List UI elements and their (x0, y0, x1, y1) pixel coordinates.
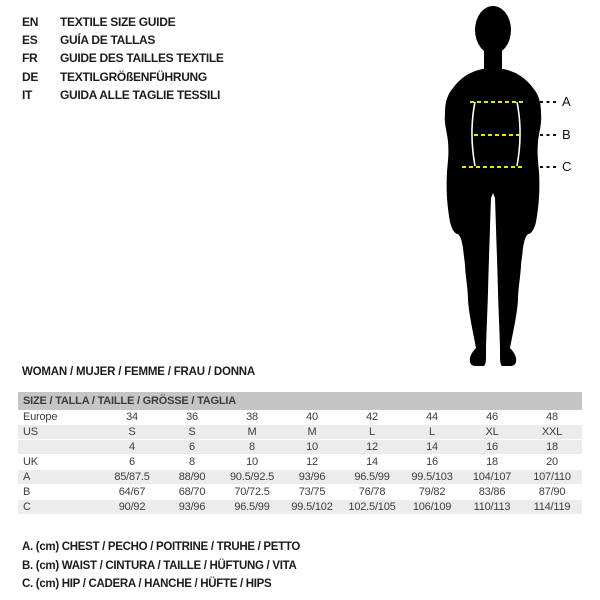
language-title-block (22, 13, 224, 104)
marker-label-c: C (562, 159, 572, 174)
size-cell: XXL (522, 425, 582, 440)
size-cell: S (162, 425, 222, 440)
lang-row-es (22, 31, 224, 49)
row-label (18, 440, 102, 455)
row-label: A (18, 470, 102, 485)
row-label: US (18, 425, 102, 440)
size-cell: 34 (102, 410, 162, 425)
size-cell: 70/72.5 (222, 485, 282, 500)
woman-silhouette (420, 0, 600, 380)
lang-label: GUIDE DES TAILLES TEXTILE (60, 51, 224, 66)
row-label: Europe (18, 410, 102, 425)
lang-row-fr (22, 49, 224, 67)
lang-code: EN (22, 15, 39, 30)
lang-row-de (22, 68, 224, 86)
size-table (18, 392, 582, 515)
lang-row-it (22, 86, 224, 104)
size-table-grid (18, 410, 582, 515)
size-cell: 16 (402, 455, 462, 470)
size-cell: 96.5/99 (342, 470, 402, 485)
size-cell: 79/82 (402, 485, 462, 500)
size-cell: 20 (522, 455, 582, 470)
size-cell: 44 (402, 410, 462, 425)
size-cell: 18 (522, 440, 582, 455)
silhouette-body (445, 68, 541, 366)
size-cell: 102.5/105 (342, 500, 402, 515)
size-cell: L (402, 425, 462, 440)
size-cell: L (342, 425, 402, 440)
size-cell: 88/90 (162, 470, 222, 485)
size-cell: 96.5/99 (222, 500, 282, 515)
lang-label: TEXTILE SIZE GUIDE (60, 15, 176, 30)
section-title: WOMAN / MUJER / FEMME / FRAU / DONNA (22, 366, 256, 378)
size-cell: 85/87.5 (102, 470, 162, 485)
marker-label-a: A (562, 94, 571, 109)
size-cell: 40 (282, 410, 342, 425)
size-cell: 8 (162, 455, 222, 470)
lang-label: TEXTILGRÖßENFÜHRUNG (60, 69, 207, 84)
table-row-hip (18, 500, 582, 515)
size-cell: 4 (102, 440, 162, 455)
size-cell: 6 (162, 440, 222, 455)
lang-label: GUÍA DE TALLAS (60, 33, 156, 48)
figure-area (420, 0, 600, 380)
size-cell: M (282, 425, 342, 440)
size-cell: S (102, 425, 162, 440)
size-cell: 68/70 (162, 485, 222, 500)
size-table-header: SIZE / TALLA / TAILLE / GRÖSSE / TAGLIA (18, 392, 582, 410)
lang-code: FR (22, 51, 38, 66)
size-cell: 16 (462, 440, 522, 455)
row-label: C (18, 500, 102, 515)
table-row-us-numbers (18, 440, 582, 455)
size-cell: 6 (102, 455, 162, 470)
size-cell: 83/86 (462, 485, 522, 500)
size-cell: 8 (222, 440, 282, 455)
lang-row-en (22, 13, 224, 31)
table-row-uk (18, 455, 582, 470)
size-cell: 18 (462, 455, 522, 470)
size-cell: 42 (342, 410, 402, 425)
size-cell: 93/96 (282, 470, 342, 485)
size-cell: 99.5/102 (282, 500, 342, 515)
size-cell: 12 (342, 440, 402, 455)
size-cell: 46 (462, 410, 522, 425)
lang-code: IT (22, 87, 33, 102)
size-cell: 99.5/103 (402, 470, 462, 485)
size-cell: 10 (282, 440, 342, 455)
size-cell: 38 (222, 410, 282, 425)
marker-label-b: B (562, 127, 571, 142)
table-row-chest (18, 470, 582, 485)
legend-waist: B. (cm) WAIST / CINTURA / TAILLE / HÜFTUNG / VITA (22, 559, 297, 572)
row-label: UK (18, 455, 102, 470)
size-cell: 48 (522, 410, 582, 425)
size-cell: 90.5/92.5 (222, 470, 282, 485)
size-cell: 106/109 (402, 500, 462, 515)
size-cell: 64/67 (102, 485, 162, 500)
row-label: B (18, 485, 102, 500)
size-cell: 104/107 (462, 470, 522, 485)
size-cell: 10 (222, 455, 282, 470)
measurement-legend (22, 538, 300, 594)
table-row-waist (18, 485, 582, 500)
size-cell: 36 (162, 410, 222, 425)
size-cell: 73/75 (282, 485, 342, 500)
legend-chest: A. (cm) CHEST / PECHO / POITRINE / TRUHE / PETTO (22, 541, 301, 553)
size-cell: 90/92 (102, 500, 162, 515)
legend-hip: C. (cm) HIP / CADERA / HANCHE / HÜFTE / HIPS (22, 578, 272, 590)
lang-code: DE (22, 69, 39, 84)
size-cell: 107/110 (522, 470, 582, 485)
size-cell: XL (462, 425, 522, 440)
size-cell: 12 (282, 455, 342, 470)
size-cell: 114/119 (522, 500, 582, 515)
size-cell: 76/78 (342, 485, 402, 500)
size-cell: 93/96 (162, 500, 222, 515)
size-cell: 87/90 (522, 485, 582, 500)
table-row-europe (18, 410, 582, 425)
table-row-us-letters (18, 425, 582, 440)
size-cell: M (222, 425, 282, 440)
size-cell: 14 (342, 455, 402, 470)
lang-code: ES (22, 33, 38, 48)
size-cell: 110/113 (462, 500, 522, 515)
size-cell: 14 (402, 440, 462, 455)
lang-label: GUIDA ALLE TAGLIE TESSILI (60, 87, 221, 102)
